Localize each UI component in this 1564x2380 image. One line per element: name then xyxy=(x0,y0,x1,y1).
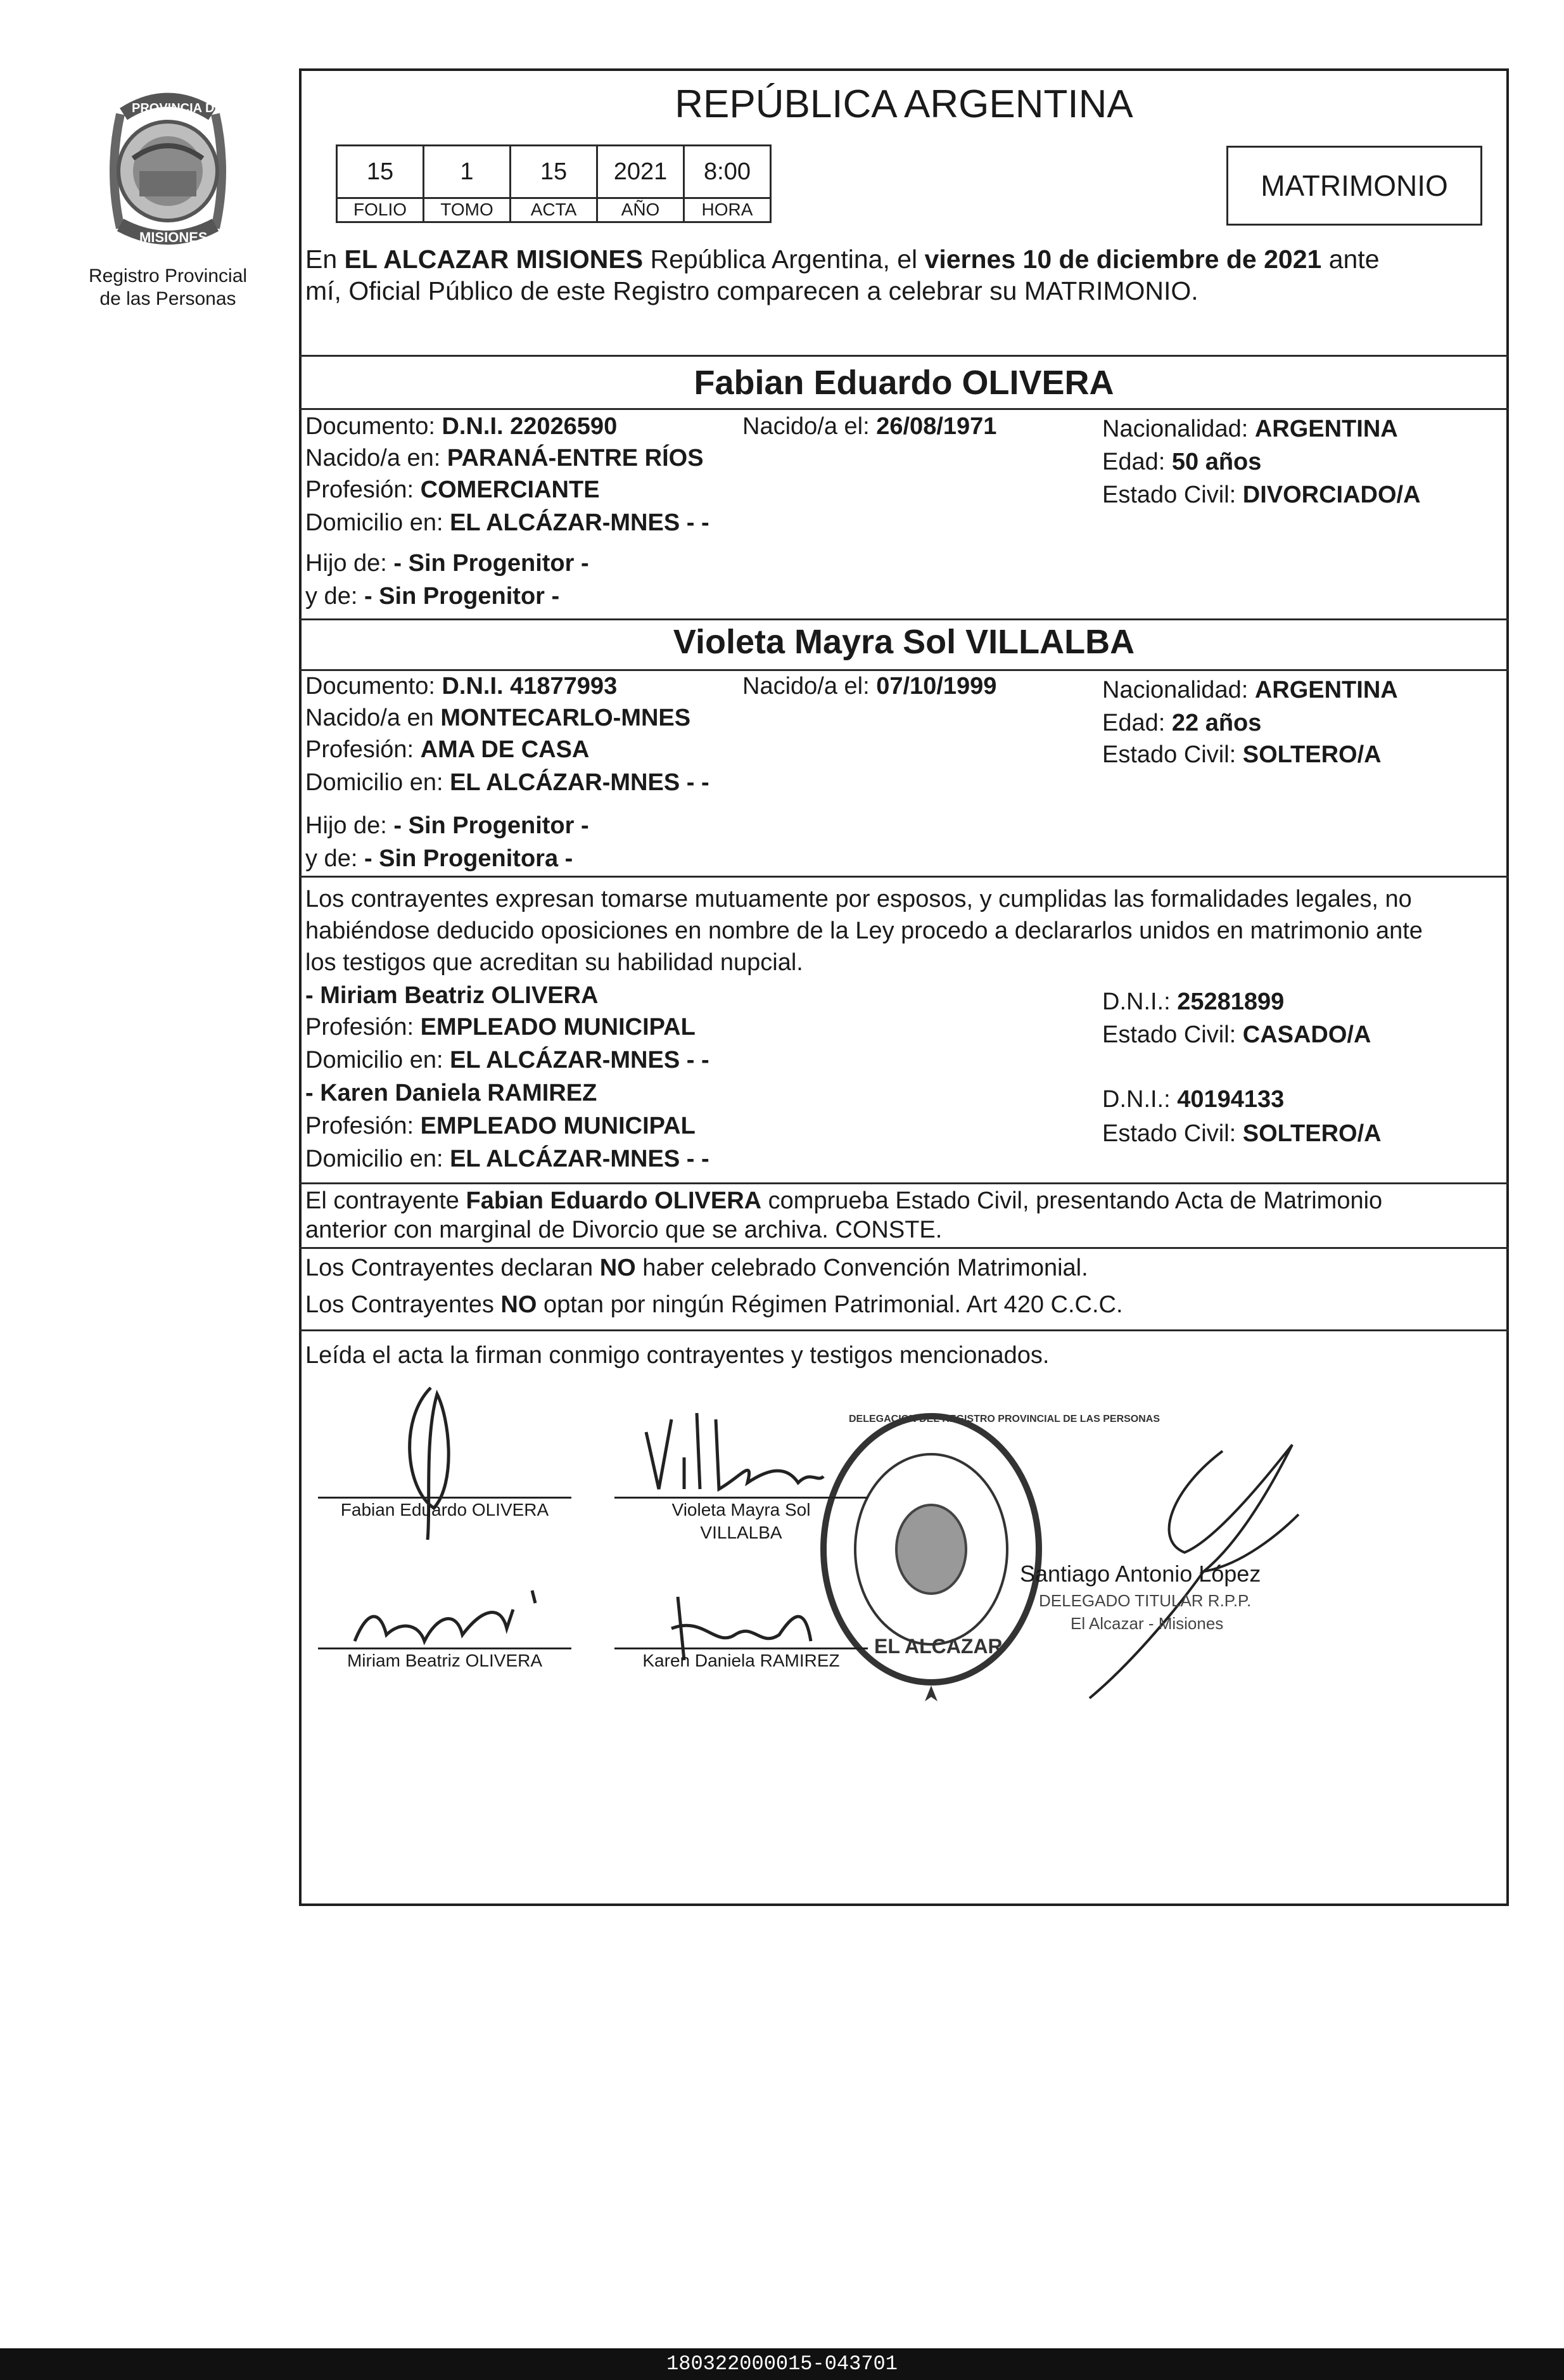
record-cell-acta xyxy=(509,144,598,223)
record-cell-año xyxy=(596,144,685,223)
witness-2-dni: D.N.I.: 40194133 xyxy=(1102,1086,1285,1113)
bride-document: Documento: D.N.I. 41877993 xyxy=(305,673,618,700)
seal-text-bottom: MISIONES xyxy=(139,229,208,245)
bride-mother: y de: - Sin Progenitora - xyxy=(305,845,573,872)
record-value: 15 xyxy=(366,158,394,185)
witness-1-civil-status: Estado Civil: CASADO/A xyxy=(1102,1021,1371,1048)
stamp-ring-text: DELEGACION DEL REGISTRO PROVINCIAL DE LAS PERSONAS xyxy=(849,1414,1160,1424)
record-value: 8:00 xyxy=(704,158,751,185)
groom-signature xyxy=(386,1381,481,1546)
bride-profession: Profesión: AMA DE CASA xyxy=(305,736,590,763)
groom-mother: y de: - Sin Progenitor - xyxy=(305,583,560,610)
bride-civil-status: Estado Civil: SOLTERO/A xyxy=(1102,741,1382,768)
regime-line-2: Los Contrayentes NO optan por ningún Régimen Patrimonial. Art 420 C.C.C. xyxy=(305,1291,1123,1318)
regime-line-1: Los Contrayentes declaran NO haber celebrado Convención Matrimonial. xyxy=(305,1255,1088,1281)
record-label: HORA xyxy=(685,197,770,221)
declaration-line-2: habiéndose deducido oposiciones en nombre de la Ley procedo a declararlos unidos en matrimonio ante xyxy=(305,918,1423,944)
registry-line-2: de las Personas xyxy=(99,288,236,309)
groom-name: Fabian Eduardo OLIVERA xyxy=(694,364,1114,402)
witness-1-dni: D.N.I.: 25281899 xyxy=(1102,988,1285,1015)
officer-name: Santiago Antonio López xyxy=(1020,1561,1261,1587)
groom-signature-caption: Fabian Eduardo OLIVERA xyxy=(340,1500,549,1519)
marginal-note-line-1: El contrayente Fabian Eduardo OLIVERA comprueba Estado Civil, presentando Acta de Matrimonio xyxy=(305,1187,1383,1214)
provincial-seal-logo xyxy=(95,89,241,260)
intro-mid: República Argentina, el xyxy=(643,245,925,274)
record-value: 2021 xyxy=(613,158,668,185)
groom-address: Domicilio en: EL ALCÁZAR-MNES - - xyxy=(305,509,709,536)
witness-2-name: - Karen Daniela RAMIREZ xyxy=(305,1080,597,1106)
document-barcode-id: 180322000015-043701 xyxy=(0,2348,1564,2380)
intro-line-2: mí, Oficial Público de este Registro comparecen a celebrar su MATRIMONIO. xyxy=(305,276,1198,305)
record-cell-hora xyxy=(683,144,772,223)
record-cell-tomo xyxy=(423,144,511,223)
intro-prefix: En xyxy=(305,245,345,274)
declaration-line-3: los testigos que acreditan su habilidad nupcial. xyxy=(305,949,803,976)
intro-suffix: ante xyxy=(1321,245,1380,274)
record-cell-folio xyxy=(336,144,424,223)
bride-signature-caption-1: Violeta Mayra Sol xyxy=(671,1500,811,1519)
marginal-note-line-2: anterior con marginal de Divorcio que se archiva. CONSTE. xyxy=(305,1217,943,1243)
record-value: 15 xyxy=(540,158,568,185)
witness-2-profession: Profesión: EMPLEADO MUNICIPAL xyxy=(305,1113,696,1139)
closing-text: Leída el acta la firman conmigo contrayentes y testigos mencionados. xyxy=(305,1342,1050,1369)
bride-name: Violeta Mayra Sol VILLALBA xyxy=(673,623,1135,661)
bride-address: Domicilio en: EL ALCÁZAR-MNES - - xyxy=(305,769,709,796)
record-label: ACTA xyxy=(511,197,596,221)
witness-1-profession: Profesión: EMPLEADO MUNICIPAL xyxy=(305,1014,696,1040)
witness-1-address: Domicilio en: EL ALCÁZAR-MNES - - xyxy=(305,1047,709,1073)
stamp-center-text: EL ALCAZAR xyxy=(874,1635,1003,1658)
groom-nationality: Nacionalidad: ARGENTINA xyxy=(1102,416,1398,442)
bride-signature xyxy=(640,1400,830,1502)
bride-birthplace: Nacido/a en MONTECARLO-MNES xyxy=(305,705,691,731)
intro-date: viernes 10 de diciembre de 2021 xyxy=(924,245,1322,274)
seal-text-top: PROVINCIA DE xyxy=(132,101,223,115)
country-title: REPÚBLICA ARGENTINA xyxy=(675,82,1133,126)
record-label: TOMO xyxy=(424,197,509,221)
record-label: AÑO xyxy=(598,197,683,221)
witness-1-signature-caption: Miriam Beatriz OLIVERA xyxy=(346,1651,543,1670)
witness-2-address: Domicilio en: EL ALCÁZAR-MNES - - xyxy=(305,1146,709,1172)
intro-line-1 xyxy=(305,243,1380,275)
groom-civil-status: Estado Civil: DIVORCIADO/A xyxy=(1102,482,1421,508)
bride-signature-caption-2: VILLALBA xyxy=(700,1523,782,1542)
groom-birthplace: Nacido/a en: PARANÁ-ENTRE RÍOS xyxy=(305,445,704,471)
bride-age: Edad: 22 años xyxy=(1102,710,1262,736)
groom-birthdate: Nacido/a el: 26/08/1971 xyxy=(742,413,997,440)
bride-nationality: Nacionalidad: ARGENTINA xyxy=(1102,677,1398,703)
registry-line-1: Registro Provincial xyxy=(88,266,248,286)
intro-place: EL ALCAZAR MISIONES xyxy=(344,245,644,274)
groom-document: Documento: D.N.I. 22026590 xyxy=(305,413,618,440)
groom-father: Hijo de: - Sin Progenitor - xyxy=(305,550,589,577)
declaration-line-1: Los contrayentes expresan tomarse mutuamente por esposos, y cumplidas las formalidades legales, no xyxy=(305,886,1412,912)
officer-place: El Alcazar - Misiones xyxy=(1071,1614,1224,1633)
act-type-label: MATRIMONIO xyxy=(1261,169,1448,202)
witness-1-name: - Miriam Beatriz OLIVERA xyxy=(305,982,599,1009)
record-label: FOLIO xyxy=(338,197,423,221)
bride-birthdate: Nacido/a el: 07/10/1999 xyxy=(742,673,997,700)
witness-2-signature-caption: Karen Daniela RAMIREZ xyxy=(642,1651,840,1670)
groom-age: Edad: 50 años xyxy=(1102,449,1262,475)
bride-father: Hijo de: - Sin Progenitor - xyxy=(305,812,589,839)
act-type-box xyxy=(1226,146,1482,226)
groom-profession: Profesión: COMERCIANTE xyxy=(305,477,600,503)
record-value: 1 xyxy=(460,158,474,185)
witness-2-civil-status: Estado Civil: SOLTERO/A xyxy=(1102,1120,1382,1147)
officer-title: DELEGADO TITULAR R.P.P. xyxy=(1039,1591,1252,1610)
